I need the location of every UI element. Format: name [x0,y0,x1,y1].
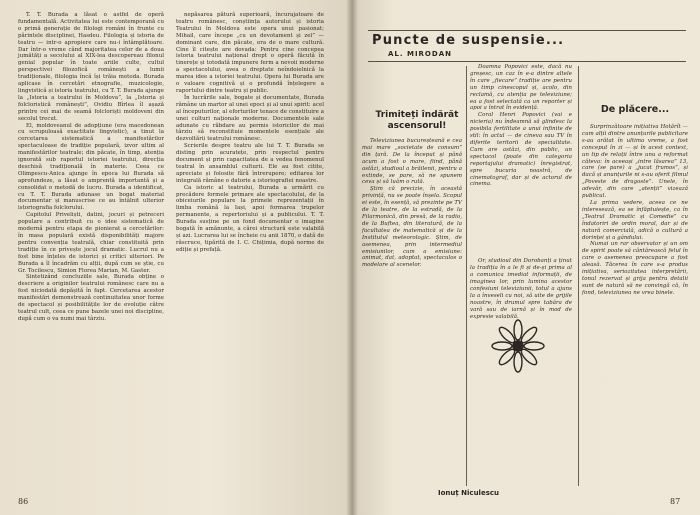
column-divider [578,66,579,486]
paragraph: Ca istoric al teatrului, Burada a urmărit cu precădere formele primare ale spectacolului, de la obiceiurile populare la primele reprezentații în limba română la Iași, apoi formarea trupelor permanente, a repertoriului și a publicului. T. T. Burada susține pe un fond documentar o imagine bogată în amănunte, a cărei structură este valabilă și azi. Lucrarea lui se încheie cu anii 1870, o dată de răscruce, tipărită de I. C. Chițimia, după norme de ediție și prefață. [176,184,324,253]
paragraph: Scrierile despre teatru ale lui T. T. Burada se disting prin acuratețe, prin respectul pentru document și prin capacitatea de a vedea fenomenul teatral în ansamblul culturii. Ele au fost citite, apreciate și folosite fără întrerupere; editarea lor integrală rămâne o datorie a istoriografiei noastre. [176,143,324,184]
book-gutter [346,0,358,515]
page-number-left: 86 [18,497,29,506]
paragraph: nepăsarea pătură superioară, încurajatoare de teatru românesc, conștiința autorului și istoria Teatrului în Moldova este opera unui pasionat; Mihail, care începe „cu un devotament și zel” — dominant care, din păcate, era de o mare cultură. Cine îl citește are dovada: Pentru cine concepea istoria teatrului național drept o operă făcută în tinerețe și totodată impunere ferm a nevoii moderne a spectacolului, avea o dreptate neîndoielnică la marea idee a istoriei teatrului. Opera lui Burada are o valoare cognitivă și o profundă înțelegere a raportului dintre teatru și public. [176,12,324,94]
paragraph: Doamna Popovici este, dacă nu greșesc, un caz în e-a dintre altele în care „fiecare” tradiție are pentru un timp cinescopul și, acolo, din reclamă, cu atenția pe televiziune; ea a fost selectată ca un reporter și apoi a întrat în evidență. [470,64,572,112]
paragraph: El, moldoveanul de adopțiune (era macedonean cu scrupuloasă exactitate lingvistic), a tinut la cercetarea sistematică a manifestărilor spectaculoase de tradiție populară, izvor ultim al manifestărilor teatrale; din păcate, în timp, atenția ignorată sub raportul istoriei teatrului, direcția deschisă tradițională în materie. Ceea ce Olimpescu-Anica ajunge în epoca lui Burada să aprofundeze, a lăsat o amprentă importantă și a consolidat o metodă de lucru. Burada a identificat, cu T. T. Burada adunase un bogat material documentar și manuscrise ce au întâlnit ulterior istoriografia folclorului. [18,122,164,212]
paragraph: Televiziunea bucureșteană e cea mai mare „societate de consum” din țară. De la început și până acum a fost o mare, fiind, până astăzi, studioul a brăilenii, pentru a extinde, se pare, să ne spunem ceva și să luăm o rută. [362,138,462,186]
paragraph: La prima vedere, aceea ce ne interesează, ea se înfăptuiește, ca în „Teatrul Dramatic și Comedie” cu îndatoriri de ordin moral, dar și de natură comercială, adică o cultură a dorinței și a gândului. [582,199,688,241]
paragraph: T. T. Burada a lăsat o astfel de operă fundamentală. Activitatea lui este contemporană cu o primă generație de filologi români în frunte cu părintele disciplinei, Hasdeu. Filologia și istoria de teatru — intr-o apropiere care nu-i întâmplătoare. Dar într-o vreme când majoritatea celor de a doua jumătăți a secolului al XIX-lea descopereau filonul genial popular în toate ariile culte, cultul perspectivei filozofică românești a lumii tradiționale, filologia încă își trăia metoda. Burada aplicase în cercetări etnografie, muzicologie, lingvistică și istoria teatrului, cu T. T. Burada ajunge la „Istoria a teatrului în Moldova”, la „Istoria și folcloristică românești”, Ovidiu Bîrlea îl așază printre cei mai de seamă folcloriști moldoveni din secolul trecut. [18,12,164,122]
paragraph: Capitolul Priveliști, datini, jocuri și petreceri populare a contribuit cu o idee sistematică de modernă pentru etapa de pionierat a cercetărilor: în masa populară există disponibilități majore pentru convenția teatrală, chiar constituită prin tradiție în ce privește jocul dramatic. Lucrul nu a fost bine înțeles de istorici și critici ulteriori. Pe Burada a îl încadrăm cu alții, după cum se știe, cu Gr. Tocilescu, Simion Florea Marian, M. Gaster. [18,212,164,274]
author-signature: Ionuț Niculescu [438,489,500,497]
paragraph: Sintetizând concluziile sale, Burada obține o descriere a originilor teatrului românesc care nu a fost niciodată depășită în fapt. Cercetarea acestor manifestări demonstrează continuitatea unor forme de spectacol și posibilitățile lor de evoluție către teatrul cult, ceea ce pune bazele unei noi discipline, după cum o va numi mai târziu. [18,274,164,322]
section-header [368,30,686,62]
article-subhead-right: De plăcere... [600,104,670,115]
column-divider [466,66,467,486]
right-page-column-3 [582,124,688,297]
flower-ornament-icon [490,318,546,374]
article-subhead-left: Trimiteți îndărăt ascensorul! [375,110,459,131]
paragraph: Știm că precizie, în această privință, nu se poate înșela. Scopul ei este, în esență, să prezinte pe TV de la teatre, de la estradă, de la Filarmonică, din presă, de la radio, de la Buftea, din literatură, de la facultatea de matematică și de la Institutul meteorologic. Știm, de asemenea, prin intermediul emisiunilor, cum a emisiune: animat, dat, adoptat, spectaculos o modelare al scenelor. [362,186,462,269]
paragraph: Or, studioul din Dorobanți a ținut la tradiția în a le fi și de-și prima al a comunica imediat informații, de imaginea lor, prin lumina acestor confesiuni televiziunii, totul a ajuns la a înveseli cu noi, să uite de grijile noastre, în drumul spre tabăra de vară sau de iarnă și în mod de expresie valabilă. [470,258,572,320]
right-page [352,0,700,515]
paragraph: Numai un rar observator și un om de spirit poate să cântărească felul în care o asemenea preocupare a fost aleasă. Tăcerea în care s-a produs inițiativa, seriozitatea interpretării, tonul rezervat și grija pentru detalii sunt de natură să ne convingă că, în fond, televiziunea ne vrea binele. [582,241,688,296]
section-author: AL. MIRODAN [388,50,452,58]
paragraph: Coral Henri Popovici (vai e nicieria) nu îndeamnă să glindesc la posibila fertilitate a unui infinite de stil: în actul — de cineva sau TV în diferite teritorii de specialitate. Cum are astăzi, din public, un spectacol (poate din categoria reportajului dramatic) înregistrat, spre bucuria noastră, de cinematograf, dar și de actorul de cinema. [470,112,572,188]
section-title: Puncte de suspensie... [372,33,565,48]
paragraph: În lucrările sale, bogate și documentate, Burada rămâne un martor al unei epoci și al unui spirit: acel al începuturilor, al eforturilor tenace de constituire a unei culturi naționale moderne. Documentele sale adunate cu răbdare au permis istoricilor de mai târziu să reconstituie momentele esențiale ale dezvoltării teatrului românesc. [176,94,324,143]
right-page-column-1 [362,138,462,269]
left-page-column-2 [176,12,324,254]
right-page-column-2 [470,64,572,320]
page-number-right: 87 [670,497,681,506]
paragraph: Surprinzătoare inițiativa Hotărît — cum alții dintre anunțurile publicitare s-au arătat în ultima vreme, a fost conceput în zi — și în acest context, un tip de relații între unu a reformat câteva: în aceeași „intre lăsarea” 13, care (se pare) a „jucat frumos”, și dacă și anunțurile ni s-au oferit filmul „Poveste de dragoste”. Unele, în adevăr, din care „atenții” vizează publicul. [582,124,688,200]
left-page-column-1 [18,12,164,323]
